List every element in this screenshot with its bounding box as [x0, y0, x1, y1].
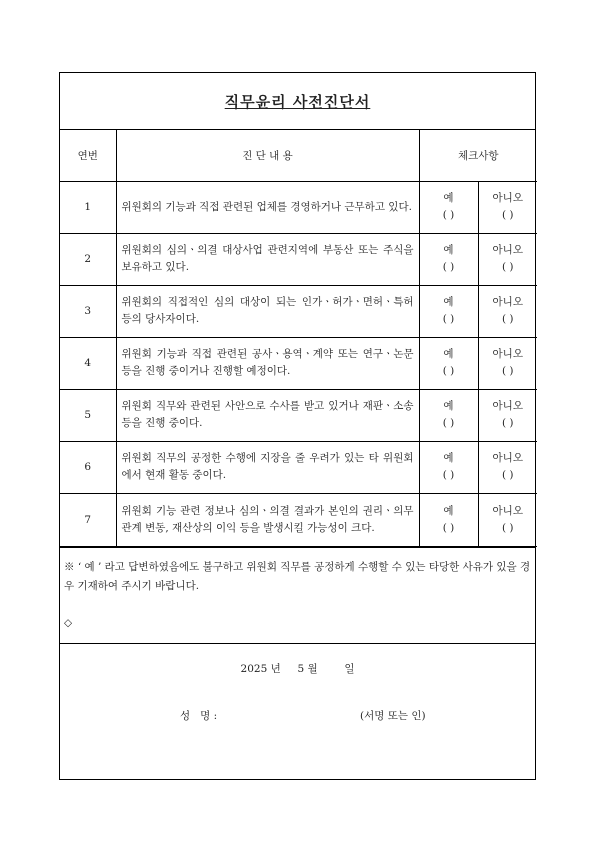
row-number: 3: [60, 285, 116, 337]
diagnosis-table: [60, 130, 537, 547]
row-content: 위원회의 직접적인 심의 대상이 되는 인가ㆍ허가ㆍ면허ㆍ특허 등의 당사자이다.: [116, 285, 419, 337]
no-label: 아니오: [492, 504, 523, 517]
date-year[interactable]: 2025 년: [240, 662, 281, 675]
row-number: 1: [60, 181, 116, 233]
yes-label: 예: [443, 296, 454, 308]
table-row: [60, 441, 537, 493]
yes-blank: ( ): [442, 209, 455, 221]
header-content: 진 단 내 용: [116, 130, 419, 181]
yes-blank: ( ): [442, 261, 455, 273]
yes-checkbox[interactable]: [419, 181, 478, 233]
row-number: 2: [60, 233, 116, 285]
note-section: [60, 547, 535, 643]
no-checkbox[interactable]: [478, 389, 537, 441]
table-row: [60, 389, 537, 441]
date-month[interactable]: 5 월: [297, 662, 318, 675]
row-content: 위원회의 기능과 직접 관련된 업체를 경영하거나 근무하고 있다.: [116, 181, 419, 233]
table-header: [60, 130, 537, 181]
no-checkbox[interactable]: [478, 181, 537, 233]
no-label: 아니오: [492, 400, 523, 412]
row-number: 7: [60, 493, 116, 546]
yes-label: 예: [443, 452, 454, 464]
header-no: 연번: [60, 130, 116, 181]
row-content: 위원회 기능 관련 정보나 심의ㆍ의결 결과가 본인의 권리ㆍ의무 관계 변동, 재산상의 이익 등을 발생시킬 가능성이 크다.: [116, 493, 419, 546]
no-label: 아니오: [492, 192, 523, 204]
no-checkbox[interactable]: [478, 233, 537, 285]
diamond-icon: ◇: [64, 616, 73, 629]
yes-blank: ( ): [442, 469, 455, 481]
ethics-form: [59, 72, 536, 780]
no-checkbox[interactable]: [478, 493, 537, 546]
yes-label: 예: [443, 348, 454, 360]
signature-section: [60, 643, 535, 779]
no-blank: ( ): [501, 365, 514, 377]
row-number: 6: [60, 441, 116, 493]
row-content: 위원회 직무와 관련된 사안으로 수사를 받고 있거나 재판ㆍ소송 등을 진행 중이다.: [116, 389, 419, 441]
no-label: 아니오: [492, 452, 523, 464]
no-blank: ( ): [501, 209, 514, 221]
yes-label: 예: [443, 244, 454, 256]
no-blank: ( ): [501, 521, 514, 534]
yes-checkbox[interactable]: [419, 441, 478, 493]
date-line: [60, 661, 535, 676]
page-title: 직무윤리 사전진단서: [224, 92, 371, 111]
row-content: 위원회의 심의ㆍ의결 대상사업 관련지역에 부동산 또는 주식을 보유하고 있다.: [116, 233, 419, 285]
no-blank: ( ): [501, 417, 514, 429]
table-row: [60, 285, 537, 337]
row-content: 위원회 기능과 직접 관련된 공사ㆍ용역ㆍ계약 또는 연구ㆍ논문 등을 진행 중이거나 진행할 예정이다.: [116, 337, 419, 389]
row-number: 5: [60, 389, 116, 441]
yes-blank: ( ): [442, 417, 455, 429]
row-number: 4: [60, 337, 116, 389]
table-row: [60, 181, 537, 233]
no-label: 아니오: [492, 348, 523, 360]
yes-checkbox[interactable]: [419, 285, 478, 337]
yes-checkbox[interactable]: [419, 233, 478, 285]
no-blank: ( ): [501, 469, 514, 481]
no-blank: ( ): [501, 313, 514, 325]
header-check: 체크사항: [419, 130, 537, 181]
table-row: [60, 233, 537, 285]
signature-field[interactable]: (서명 또는 인): [360, 709, 426, 722]
no-label: 아니오: [492, 244, 523, 256]
no-checkbox[interactable]: [478, 285, 537, 337]
yes-checkbox[interactable]: [419, 493, 478, 546]
yes-label: 예: [443, 504, 454, 517]
no-checkbox[interactable]: [478, 441, 537, 493]
no-label: 아니오: [492, 296, 523, 308]
yes-blank: ( ): [442, 313, 455, 325]
yes-checkbox[interactable]: [419, 337, 478, 389]
name-field[interactable]: 성 명 :: [180, 709, 218, 722]
row-content: 위원회 직무의 공정한 수행에 지장을 줄 우려가 있는 타 위원회에서 현재 활동 중이다.: [116, 441, 419, 493]
yes-label: 예: [443, 400, 454, 412]
note-text: ※ ‘ 예 ’ 라고 답변하였음에도 불구하고 위원회 직무를 공정하게 수행할 수 있는 타당한 사유가 있을 경우 기재하여 주시기 바랍니다.: [64, 560, 531, 592]
title-row: [60, 73, 535, 130]
table-row: [60, 337, 537, 389]
yes-label: 예: [443, 192, 454, 204]
no-blank: ( ): [501, 261, 514, 273]
yes-blank: ( ): [442, 365, 455, 377]
date-day[interactable]: 일: [344, 662, 355, 675]
table-body: [60, 181, 537, 546]
no-checkbox[interactable]: [478, 337, 537, 389]
yes-checkbox[interactable]: [419, 389, 478, 441]
table-row: [60, 493, 537, 546]
yes-blank: ( ): [442, 521, 455, 534]
